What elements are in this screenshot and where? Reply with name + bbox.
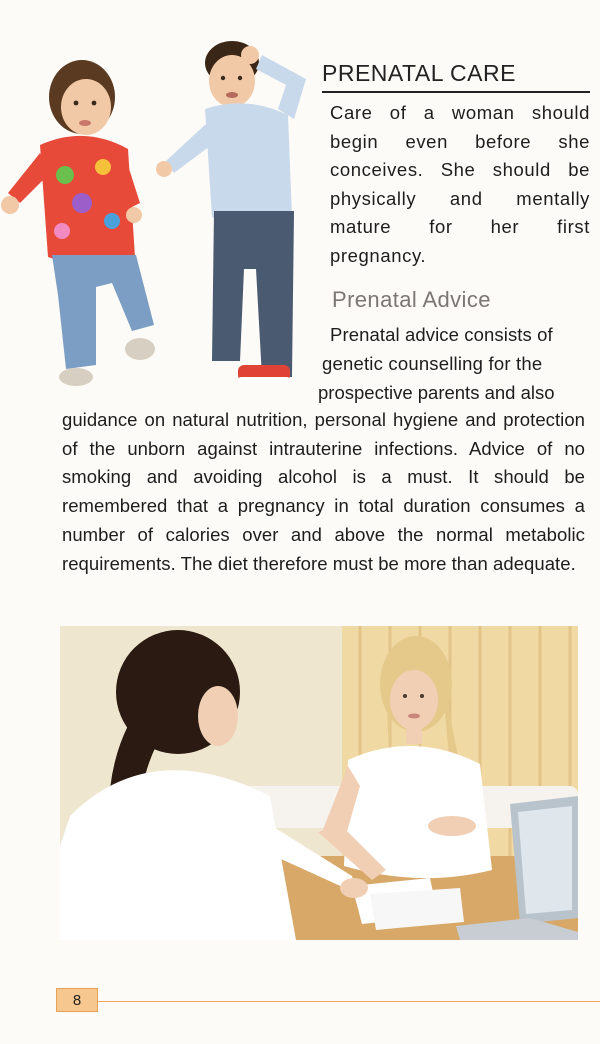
advice-line: genetic counselling for the	[322, 353, 543, 374]
advice-paragraph: guidance on natural nutrition, personal hygiene and protection of the unborn against intrauterine infections. Advice of no smoking and avoiding alcohol is a must. It should be remembered that a pregnancy in total duration consumes a number of calories over and above the normal metabolic requirements. The diet therefore must be more than adequate.	[62, 409, 585, 574]
intro-paragraph: Care of a woman should begin even before she conceives. She should be physically and mentally mature for her first pregnancy.	[330, 102, 590, 266]
children-dancing-image	[0, 25, 330, 400]
section-heading: PRENATAL CARE	[322, 60, 590, 93]
subsection-heading: Prenatal Advice	[332, 287, 491, 312]
page-number: 8	[56, 988, 98, 1012]
footer-divider	[98, 1001, 600, 1002]
advice-line: prospective parents and also	[318, 382, 555, 403]
advice-line: Prenatal advice consists of	[330, 324, 553, 345]
girl-figure	[1, 60, 155, 386]
doctor-consultation-image	[60, 626, 578, 940]
boy-figure	[156, 41, 306, 383]
